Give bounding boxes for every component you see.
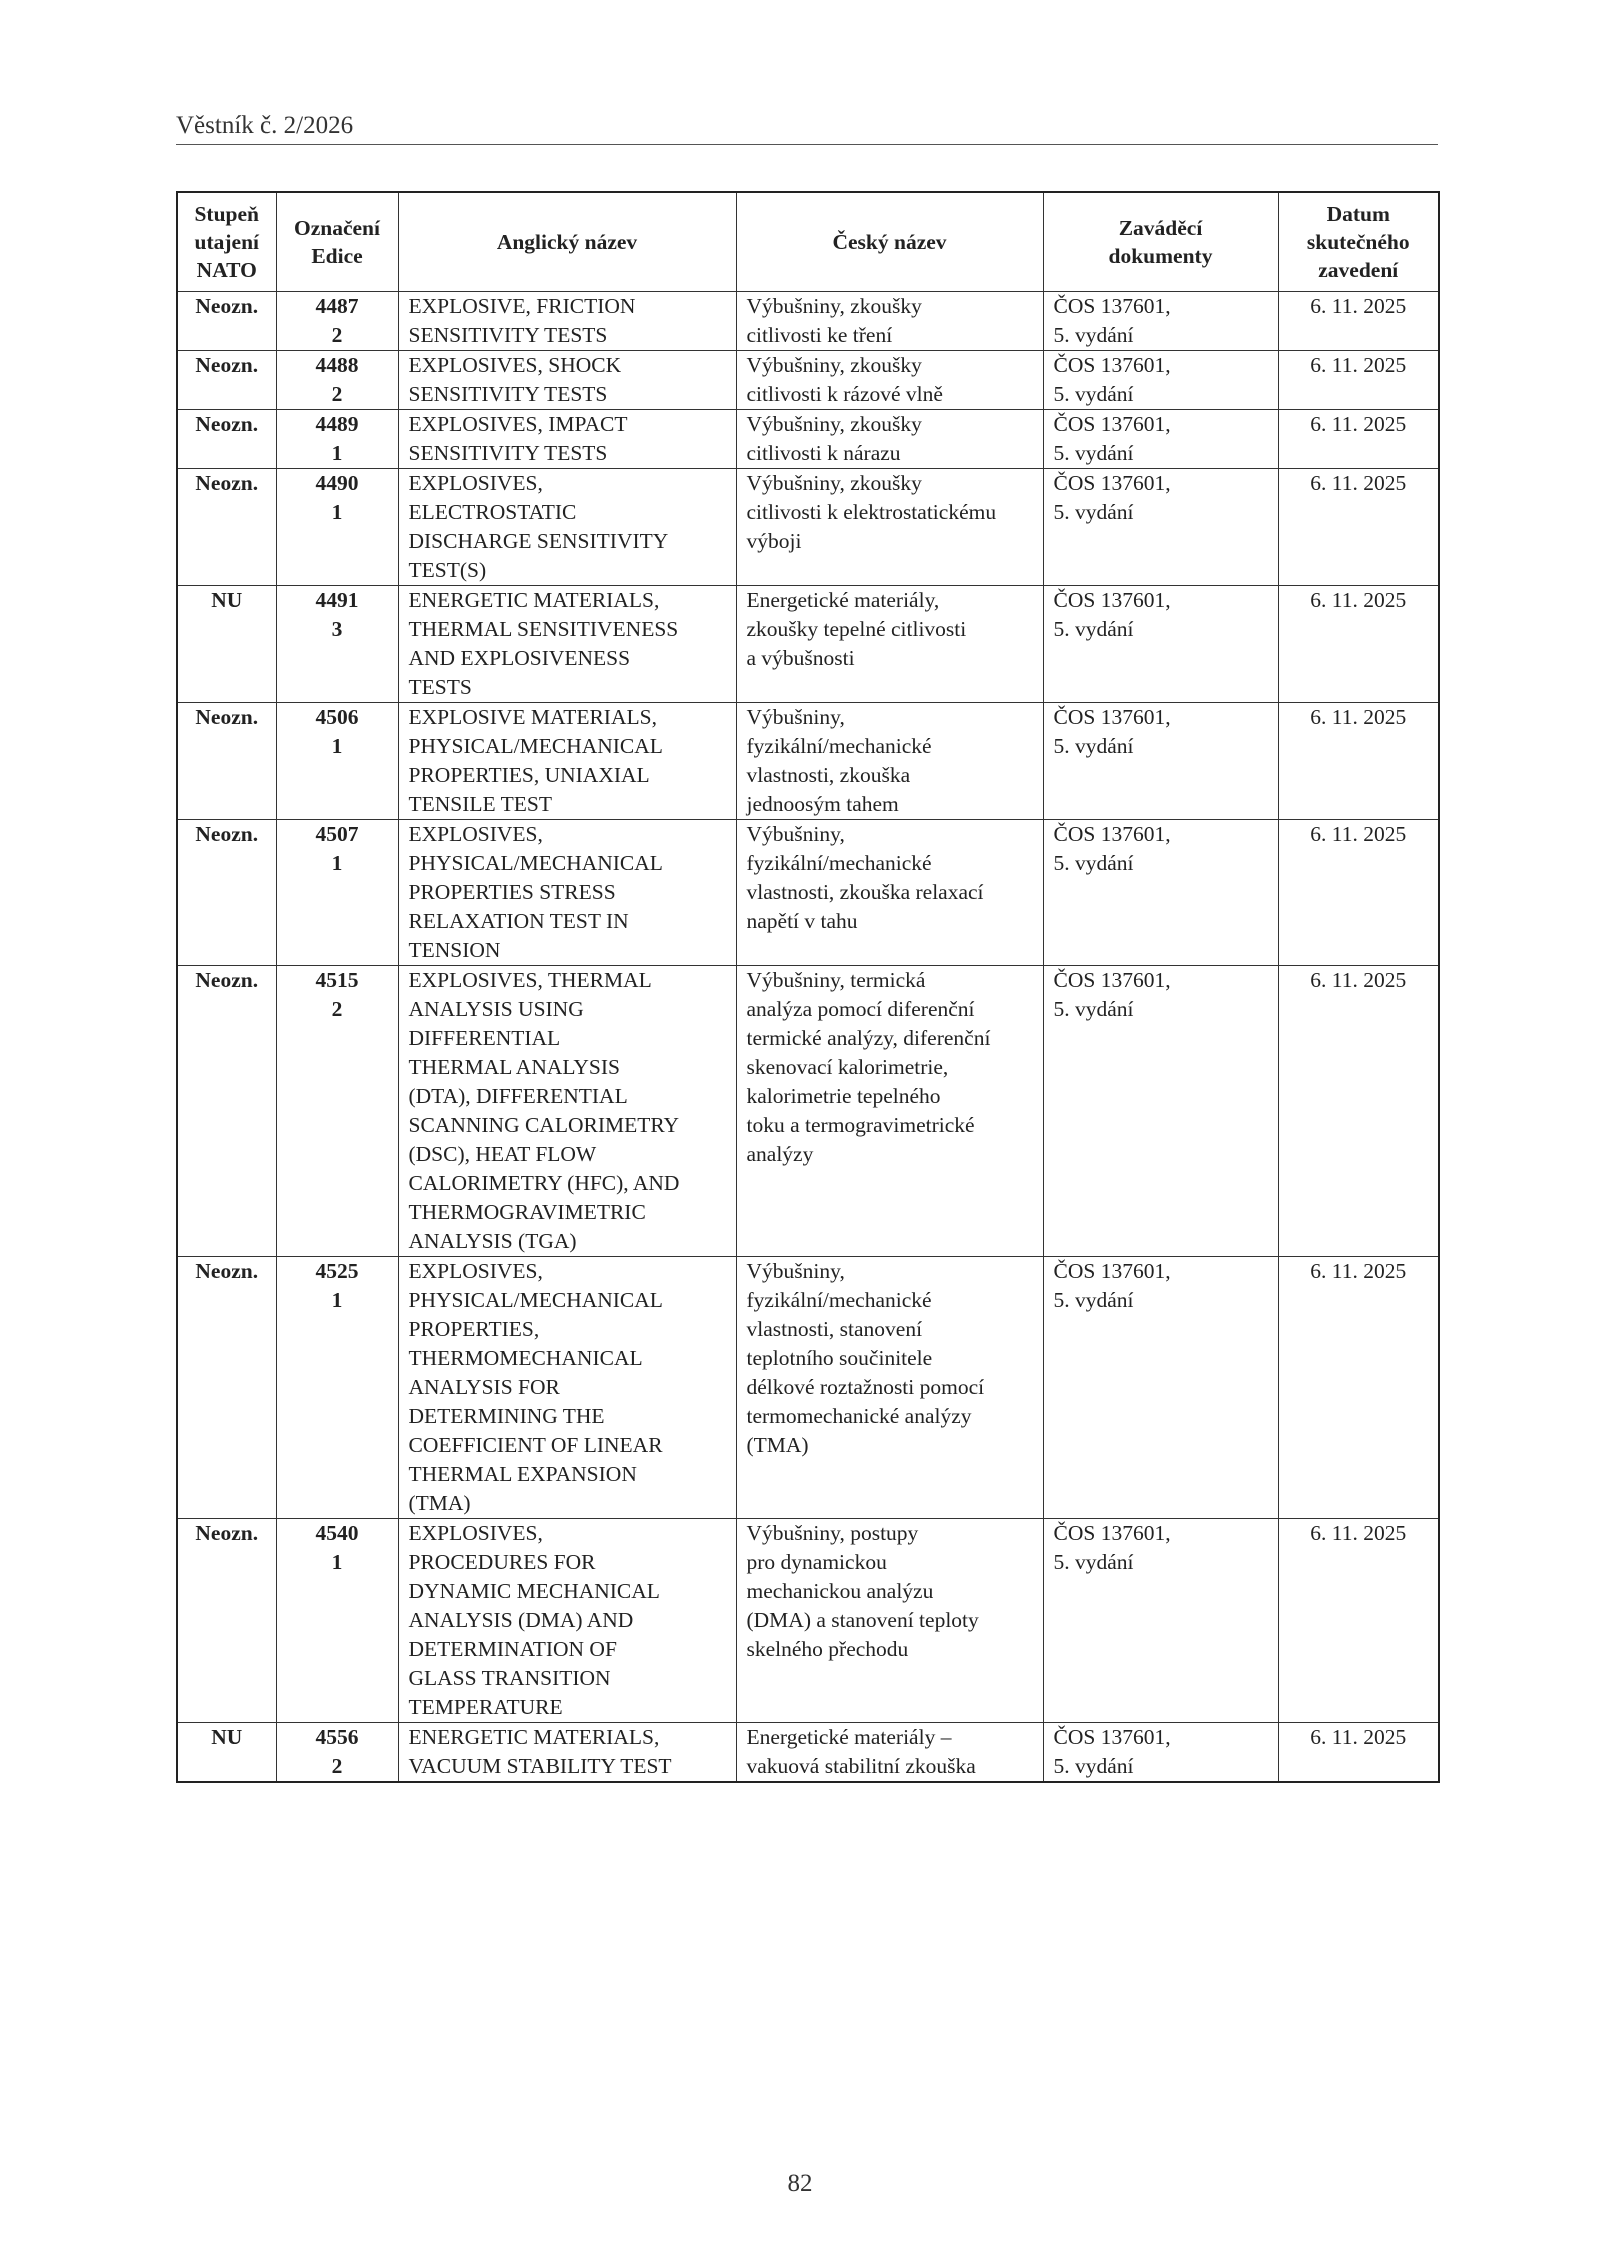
standards-table <box>176 191 1440 1783</box>
designation-cell <box>276 410 398 469</box>
english-title-cell <box>398 1723 736 1783</box>
implementation-date: 6. 11. 2025 <box>1310 705 1407 729</box>
implementing-document-cell <box>1043 410 1278 469</box>
implementation-date-cell <box>1278 966 1439 1257</box>
edition-number: 2 <box>331 323 343 347</box>
english-title-cell <box>398 1257 736 1519</box>
english-title: EXPLOSIVES, PHYSICAL/MECHANICAL PROPERTIES STRESS RELAXATION TEST IN TENSION <box>408 822 663 962</box>
designation-cell <box>276 703 398 820</box>
czech-title: Výbušniny, fyzikální/mechanické vlastnosti, stanovení teplotního součinitele délkové roztažnosti pomocí termomechanické analýzy (TMA) <box>746 1259 985 1457</box>
implementation-date: 6. 11. 2025 <box>1310 1259 1407 1283</box>
implementation-date-cell <box>1278 410 1439 469</box>
stanag-number: 4556 <box>315 1725 359 1749</box>
implementing-document: ČOS 137601, 5. vydání <box>1053 1725 1171 1778</box>
column-header-czech-title: Český název <box>736 192 1043 292</box>
english-title-cell <box>398 820 736 966</box>
czech-title: Výbušniny, postupy pro dynamickou mechanickou analýzu (DMA) a stanovení teploty skelného přechodu <box>746 1521 979 1661</box>
czech-title: Energetické materiály – vakuová stabilitní zkouška <box>746 1725 976 1778</box>
implementation-date: 6. 11. 2025 <box>1310 412 1407 436</box>
table-row <box>177 410 1439 469</box>
implementing-document: ČOS 137601, 5. vydání <box>1053 968 1171 1021</box>
classification-cell <box>177 1257 276 1519</box>
classification-value: Neozn. <box>195 968 259 992</box>
column-header-implementing-documents: Zaváděcí dokumenty <box>1043 192 1278 292</box>
classification-value: Neozn. <box>195 412 259 436</box>
czech-title-cell <box>736 469 1043 586</box>
journal-title: Věstník č. 2/2026 <box>176 112 354 139</box>
edition-number: 1 <box>331 1288 343 1312</box>
edition-number: 1 <box>331 1550 343 1574</box>
english-title: EXPLOSIVE MATERIALS, PHYSICAL/MECHANICAL PROPERTIES, UNIAXIAL TENSILE TEST <box>408 705 663 816</box>
implementing-document: ČOS 137601, 5. vydání <box>1053 412 1171 465</box>
english-title: EXPLOSIVES, SHOCK SENSITIVITY TESTS <box>408 353 622 406</box>
designation-cell <box>276 586 398 703</box>
designation-cell <box>276 1723 398 1783</box>
implementing-document: ČOS 137601, 5. vydání <box>1053 471 1171 524</box>
implementing-document-cell <box>1043 1723 1278 1783</box>
designation-cell <box>276 1519 398 1723</box>
designation-cell <box>276 469 398 586</box>
english-title: EXPLOSIVE, FRICTION SENSITIVITY TESTS <box>408 294 636 347</box>
stanag-number: 4540 <box>315 1521 359 1545</box>
classification-cell <box>177 586 276 703</box>
english-title-cell <box>398 469 736 586</box>
english-title: EXPLOSIVES, PROCEDURES FOR DYNAMIC MECHANICAL ANALYSIS (DMA) AND DETERMINATION OF GLASS TRANSITION TEMPERATURE <box>408 1521 660 1719</box>
stanag-number: 4487 <box>315 294 359 318</box>
designation-cell <box>276 351 398 410</box>
classification-cell <box>177 1723 276 1783</box>
implementation-date-cell <box>1278 1723 1439 1783</box>
table-row <box>177 1257 1439 1519</box>
classification-value: Neozn. <box>195 471 259 495</box>
stanag-number: 4515 <box>315 968 359 992</box>
table-row <box>177 469 1439 586</box>
implementation-date: 6. 11. 2025 <box>1310 294 1407 318</box>
table-row <box>177 351 1439 410</box>
czech-title: Výbušniny, zkoušky citlivosti k nárazu <box>746 412 922 465</box>
stanag-number: 4491 <box>315 588 359 612</box>
czech-title: Výbušniny, zkoušky citlivosti k elektrostatickému výboji <box>746 471 997 553</box>
czech-title: Energetické materiály, zkoušky tepelné citlivosti a výbušnosti <box>746 588 967 670</box>
column-header-english-title: Anglický název <box>398 192 736 292</box>
implementing-document: ČOS 137601, 5. vydání <box>1053 588 1171 641</box>
english-title-cell <box>398 1519 736 1723</box>
czech-title: Výbušniny, fyzikální/mechanické vlastnosti, zkouška relaxací napětí v tahu <box>746 822 984 933</box>
czech-title: Výbušniny, fyzikální/mechanické vlastnosti, zkouška jednoosým tahem <box>746 705 932 816</box>
table-row <box>177 586 1439 703</box>
classification-cell <box>177 469 276 586</box>
czech-title-cell <box>736 410 1043 469</box>
table-row <box>177 1519 1439 1723</box>
czech-title-cell <box>736 351 1043 410</box>
english-title-cell <box>398 410 736 469</box>
implementing-document: ČOS 137601, 5. vydání <box>1053 1259 1171 1312</box>
stanag-number: 4488 <box>315 353 359 377</box>
english-title: EXPLOSIVES, ELECTROSTATIC DISCHARGE SENSITIVITY TEST(S) <box>408 471 669 582</box>
page-number: 82 <box>787 2170 813 2197</box>
table-header-row <box>177 192 1439 292</box>
column-header-classification: Stupeň utajení NATO <box>177 192 276 292</box>
czech-title-cell <box>736 1723 1043 1783</box>
designation-cell <box>276 292 398 351</box>
english-title: EXPLOSIVES, IMPACT SENSITIVITY TESTS <box>408 412 628 465</box>
czech-title-cell <box>736 820 1043 966</box>
stanag-number: 4506 <box>315 705 359 729</box>
stanag-number: 4490 <box>315 471 359 495</box>
column-header-implementation-date: Datum skutečného zavedení <box>1278 192 1439 292</box>
english-title-cell <box>398 586 736 703</box>
czech-title-cell <box>736 1519 1043 1723</box>
implementing-document-cell <box>1043 292 1278 351</box>
table-row <box>177 703 1439 820</box>
english-title: ENERGETIC MATERIALS, VACUUM STABILITY TEST <box>408 1725 672 1778</box>
czech-title: Výbušniny, zkoušky citlivosti ke tření <box>746 294 922 347</box>
page-header <box>176 112 1438 145</box>
czech-title-cell <box>736 1257 1043 1519</box>
implementing-document-cell <box>1043 703 1278 820</box>
classification-cell <box>177 410 276 469</box>
implementation-date: 6. 11. 2025 <box>1310 588 1407 612</box>
implementation-date: 6. 11. 2025 <box>1310 822 1407 846</box>
designation-cell <box>276 820 398 966</box>
english-title: EXPLOSIVES, PHYSICAL/MECHANICAL PROPERTIES, THERMOMECHANICAL ANALYSIS FOR DETERMINING THE COEFFICIENT OF LINEAR THERMAL EXPANSION (TMA) <box>408 1259 663 1515</box>
column-header-designation: Označení Edice <box>276 192 398 292</box>
implementation-date-cell <box>1278 703 1439 820</box>
classification-cell <box>177 292 276 351</box>
classification-value: Neozn. <box>195 822 259 846</box>
edition-number: 3 <box>331 617 343 641</box>
czech-title-cell <box>736 292 1043 351</box>
edition-number: 2 <box>331 382 343 406</box>
classification-value: Neozn. <box>195 353 259 377</box>
implementing-document-cell <box>1043 820 1278 966</box>
czech-title-cell <box>736 966 1043 1257</box>
implementing-document-cell <box>1043 1257 1278 1519</box>
stanag-number: 4525 <box>315 1259 359 1283</box>
czech-title: Výbušniny, termická analýza pomocí diferenční termické analýzy, diferenční skenovací kalorimetrie, kalorimetrie tepelného toku a termogravimetrické analýzy <box>746 968 991 1166</box>
edition-number: 1 <box>331 851 343 875</box>
english-title-cell <box>398 292 736 351</box>
implementing-document: ČOS 137601, 5. vydání <box>1053 705 1171 758</box>
czech-title-cell <box>736 586 1043 703</box>
english-title-cell <box>398 351 736 410</box>
table-body <box>177 292 1439 1783</box>
implementation-date-cell <box>1278 292 1439 351</box>
classification-value: NU <box>211 1725 243 1749</box>
designation-cell <box>276 966 398 1257</box>
edition-number: 1 <box>331 441 343 465</box>
classification-cell <box>177 351 276 410</box>
classification-value: Neozn. <box>195 1259 259 1283</box>
english-title: EXPLOSIVES, THERMAL ANALYSIS USING DIFFERENTIAL THERMAL ANALYSIS (DTA), DIFFERENTIAL SCANNING CALORIMETRY (DSC), HEAT FLOW CALORIMETRY (HFC), AND THERMOGRAVIMETRIC ANALYSIS (TGA) <box>408 968 680 1253</box>
implementation-date: 6. 11. 2025 <box>1310 968 1407 992</box>
designation-cell <box>276 1257 398 1519</box>
edition-number: 2 <box>331 997 343 1021</box>
implementing-document-cell <box>1043 1519 1278 1723</box>
implementing-document: ČOS 137601, 5. vydání <box>1053 353 1171 406</box>
table-row <box>177 966 1439 1257</box>
classification-cell <box>177 820 276 966</box>
implementation-date-cell <box>1278 1519 1439 1723</box>
implementing-document: ČOS 137601, 5. vydání <box>1053 294 1171 347</box>
implementation-date-cell <box>1278 351 1439 410</box>
implementing-document: ČOS 137601, 5. vydání <box>1053 822 1171 875</box>
implementation-date-cell <box>1278 469 1439 586</box>
implementation-date-cell <box>1278 820 1439 966</box>
edition-number: 1 <box>331 734 343 758</box>
classification-value: NU <box>211 588 243 612</box>
implementation-date: 6. 11. 2025 <box>1310 1521 1407 1545</box>
classification-value: Neozn. <box>195 705 259 729</box>
classification-cell <box>177 966 276 1257</box>
standards-table-container <box>176 191 1438 1783</box>
czech-title-cell <box>736 703 1043 820</box>
classification-value: Neozn. <box>195 294 259 318</box>
edition-number: 1 <box>331 500 343 524</box>
implementing-document: ČOS 137601, 5. vydání <box>1053 1521 1171 1574</box>
stanag-number: 4489 <box>315 412 359 436</box>
table-row <box>177 1723 1439 1783</box>
implementing-document-cell <box>1043 586 1278 703</box>
classification-cell <box>177 1519 276 1723</box>
implementing-document-cell <box>1043 351 1278 410</box>
table-row <box>177 292 1439 351</box>
english-title-cell <box>398 703 736 820</box>
english-title-cell <box>398 966 736 1257</box>
czech-title: Výbušniny, zkoušky citlivosti k rázové vlně <box>746 353 943 406</box>
implementing-document-cell <box>1043 469 1278 586</box>
english-title: ENERGETIC MATERIALS, THERMAL SENSITIVENESS AND EXPLOSIVENESS TESTS <box>408 588 679 699</box>
implementation-date: 6. 11. 2025 <box>1310 471 1407 495</box>
implementation-date: 6. 11. 2025 <box>1310 353 1407 377</box>
classification-cell <box>177 703 276 820</box>
edition-number: 2 <box>331 1754 343 1778</box>
stanag-number: 4507 <box>315 822 359 846</box>
implementation-date-cell <box>1278 1257 1439 1519</box>
table-row <box>177 820 1439 966</box>
classification-value: Neozn. <box>195 1521 259 1545</box>
implementing-document-cell <box>1043 966 1278 1257</box>
implementation-date: 6. 11. 2025 <box>1310 1725 1407 1749</box>
implementation-date-cell <box>1278 586 1439 703</box>
